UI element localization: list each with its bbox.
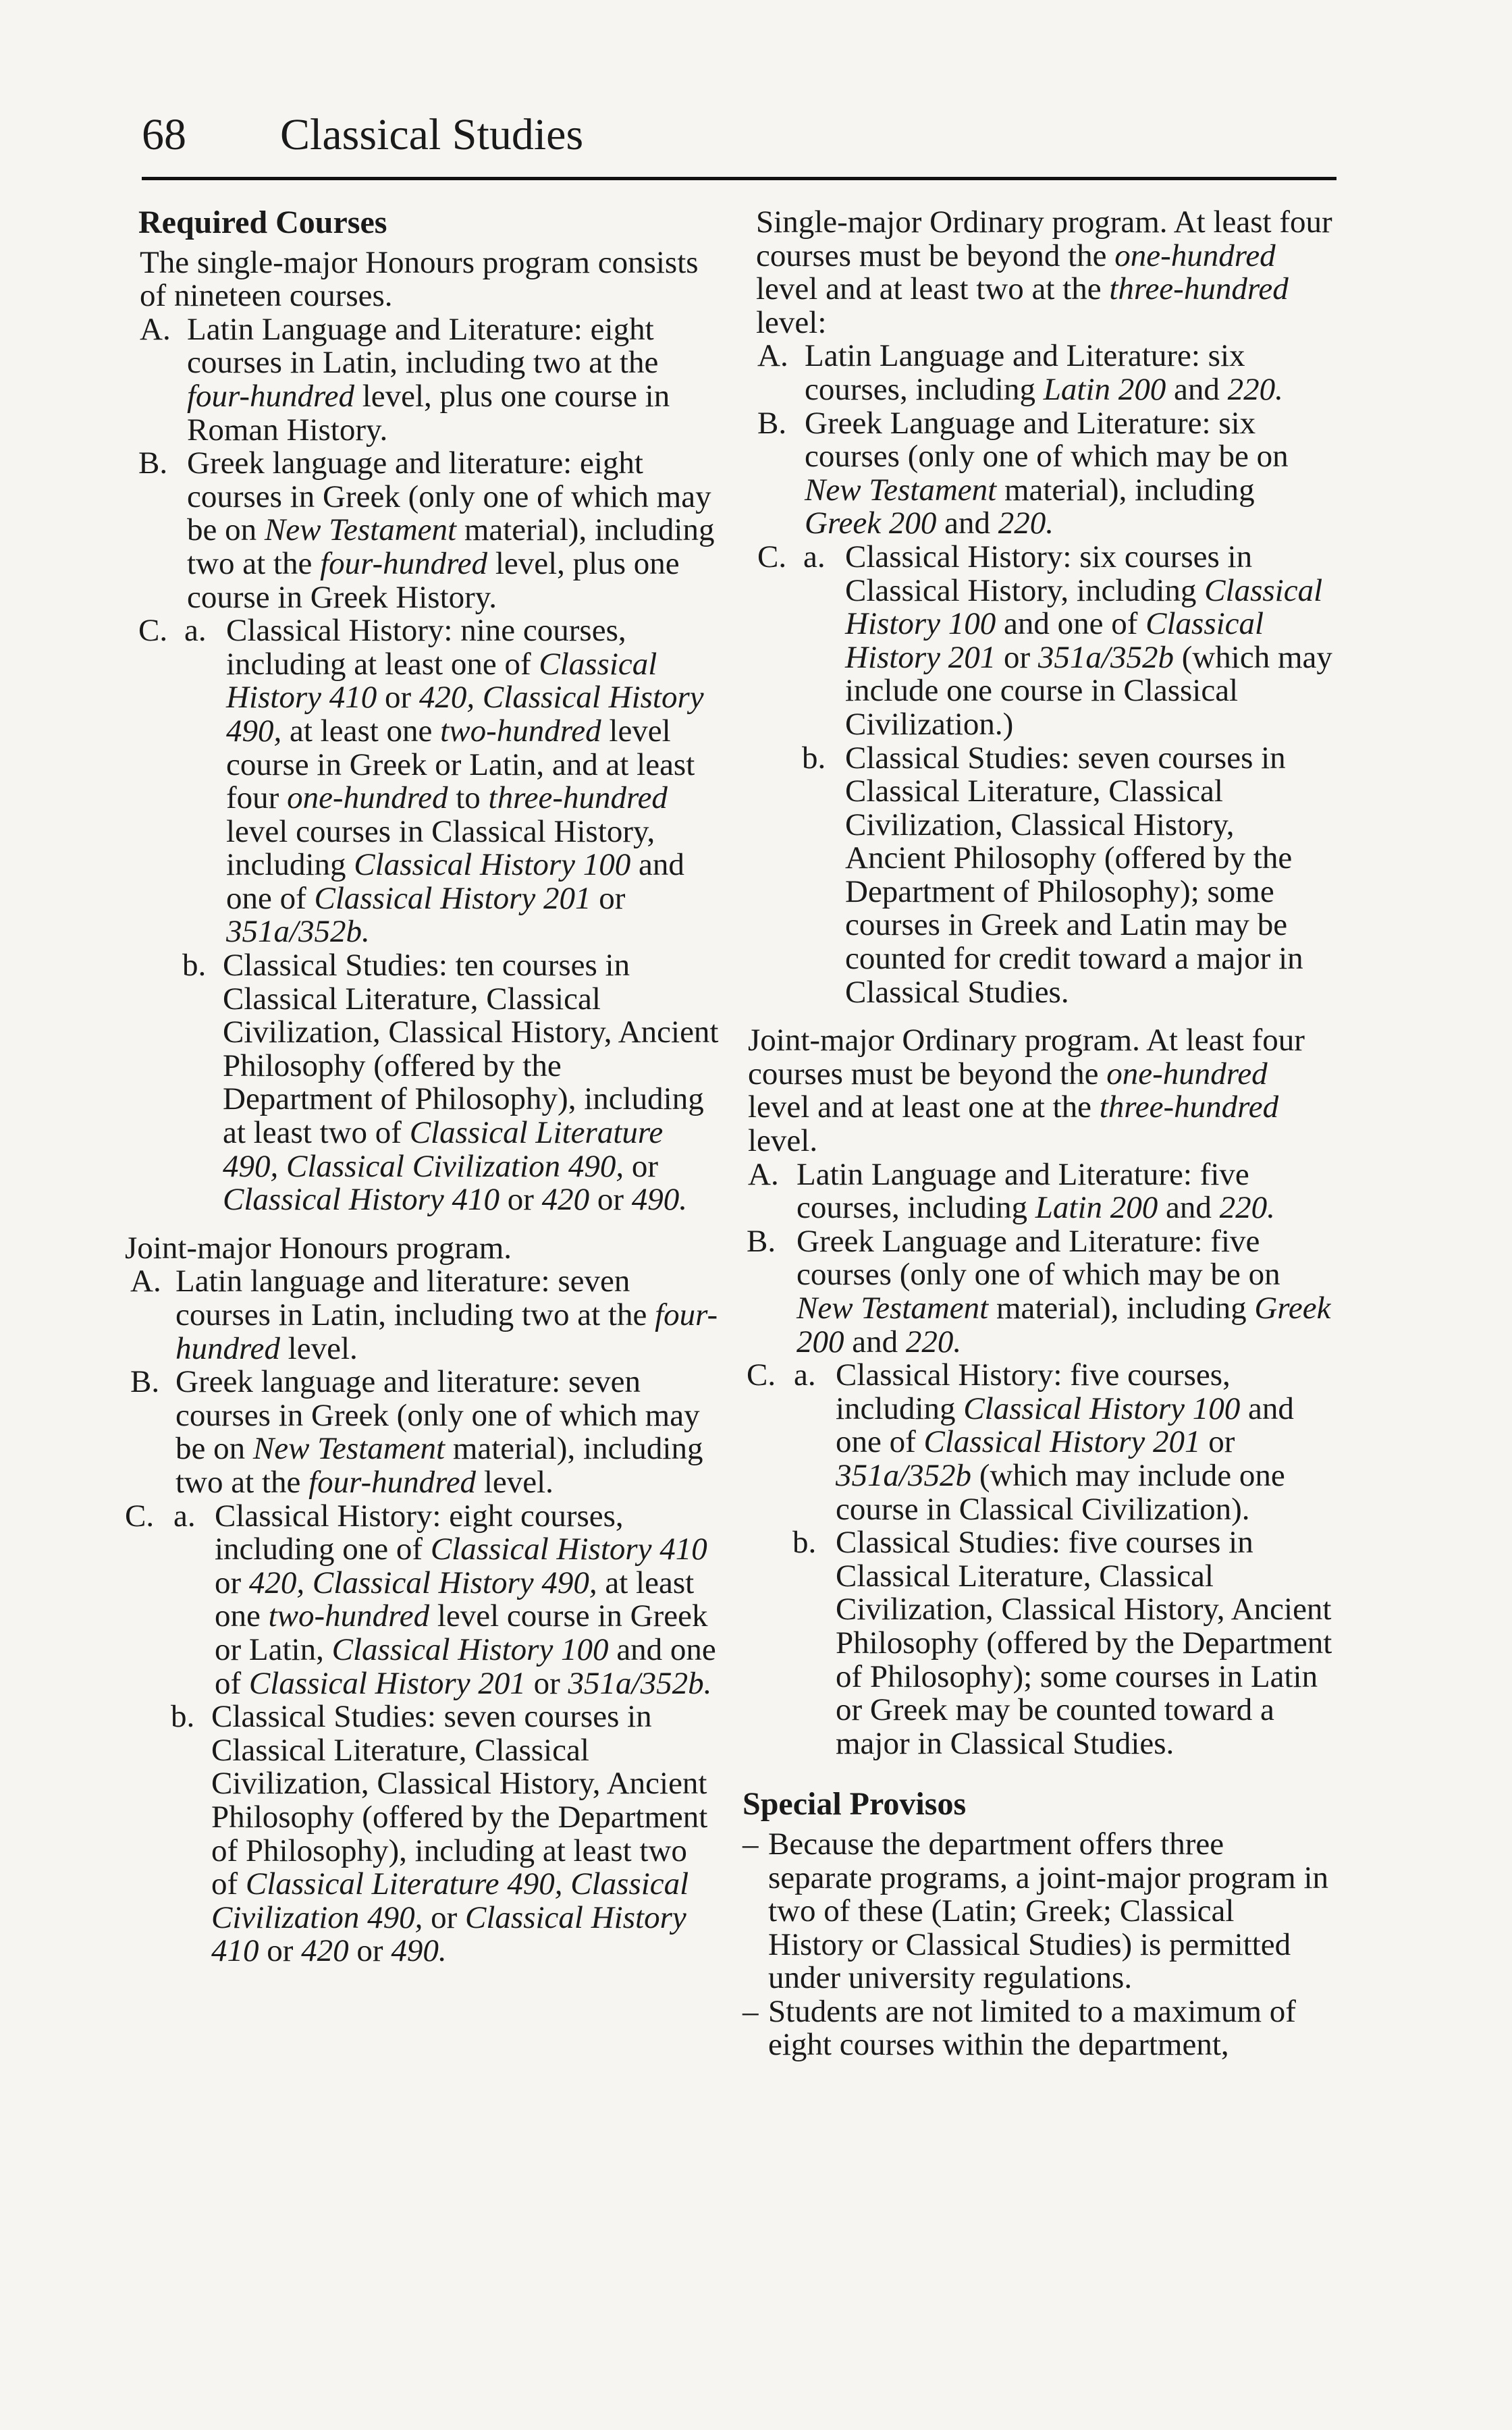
list-marker: A. — [757, 338, 788, 374]
single-ordinary-intro: Single-major Ordinary program. At least four courses must be beyond the one-hundred level and at least two at the three-hundred level: — [756, 205, 1332, 340]
list-marker: C. — [125, 1498, 155, 1534]
list-item-honours-a: A. Latin Language and Literature: eight courses in Latin, including two at the four-hundred level, plus one course in Roman History. — [140, 311, 670, 448]
honours-intro: The single-major Honours program consists of nineteen courses. — [140, 244, 699, 314]
list-marker: B. — [747, 1223, 776, 1259]
right-column — [742, 206, 1333, 2062]
list-item-joint-honours-c-b: b. Classical Studies: seven courses in Classical Literature, Classical Civilization, Classical History, Ancient Philosophy (offered by the Department of Philosophy), including at least two of Classical Literature 490, Classical Civilization 490, or Classical History 410 or 420 or 490. — [171, 1699, 708, 1969]
list-marker: – — [742, 1826, 759, 1862]
list-item-joint-ordinary-c-b: b. Classical Studies: five courses in Classical Literature, Classical Civilization, Classical History, Ancient Philosophy (offered by the Department of Philosophy); some courses in Latin or Greek may be counted toward a major in Classical Studies. — [792, 1525, 1332, 1761]
list-item-ordinary-b: B. Greek Language and Literature: six courses (only one of which may be on New Testament material), including Greek 200 and 220. — [757, 405, 1289, 541]
list-item-joint-ordinary-a: A. Latin Language and Literature: five courses, including Latin 200 and 220. — [748, 1156, 1275, 1226]
list-marker: C. — [138, 613, 168, 649]
list-item-honours-c-a: C. a. Classical History: nine courses, including at least one of Classical History 410 or 420, Classical History 490, at least one two-hundred level course in Greek or Latin, and at least four one-hundred to three-hundred level courses in Classical History, including Classical History 100 and one of Classical History 201 or 351a/352b. — [138, 613, 704, 950]
list-marker: – — [742, 1993, 759, 2029]
list-marker: B. — [138, 446, 168, 481]
list-marker: A. — [130, 1264, 161, 1299]
list-marker: b. — [182, 948, 207, 983]
list-marker: B. — [130, 1364, 160, 1400]
list-marker: a. — [173, 1498, 196, 1534]
left-column — [125, 206, 719, 1968]
joint-honours-intro: Joint-major Honours program. — [125, 1230, 512, 1266]
list-marker: A. — [748, 1156, 779, 1192]
list-marker: b. — [802, 740, 826, 776]
joint-ordinary-intro: Joint-major Ordinary program. At least four courses must be beyond the one-hundred level and at least one at the three-hundred level. — [748, 1023, 1305, 1159]
section-heading-special-provisos: Special Provisos — [742, 1786, 967, 1823]
list-item-ordinary-a: A. Latin Language and Literature: six courses, including Latin 200 and 220. — [757, 338, 1283, 407]
list-item-joint-honours-a: A. Latin language and literature: seven courses in Latin, including two at the four-hundred level. — [130, 1264, 718, 1366]
proviso-item-2: – Students are not limited to a maximum of eight courses within the department, — [742, 1993, 1296, 2063]
list-marker: a. — [803, 539, 826, 574]
page-title: Classical Studies — [280, 110, 584, 159]
list-item-ordinary-c-a: C. a. Classical History: six courses in Classical History, including Classical History 100 and one of Classical History 201 or 351a/352b (which may include one course in Classical Civilization.) — [757, 539, 1332, 742]
list-marker: a. — [184, 613, 207, 649]
list-marker: b. — [171, 1699, 195, 1735]
list-item-joint-ordinary-c-a: C. a. Classical History: five courses, including Classical History 100 and one of Classical History 201 or 351a/352b (which may include one course in Classical Civilization). — [747, 1357, 1294, 1527]
list-item-honours-c-b: b. Classical Studies: ten courses in Classical Literature, Classical Civilization, Classical History, Ancient Philosophy (offered by the Department of Philosophy), including at least two of Classical Literature 490, Classical Civilization 490, or Classical History 410 or 420 or 490. — [182, 948, 719, 1218]
list-item-honours-b: B. Greek language and literature: eight courses in Greek (only one of which may be on New Testament material), including two at the four-hundred level, plus one course in Greek History. — [138, 446, 715, 615]
header-rule — [142, 177, 1336, 180]
list-marker: A. — [140, 311, 171, 347]
list-marker: a. — [794, 1357, 816, 1393]
proviso-item-1: – Because the department offers three separate programs, a joint-major program in two of these (Latin; Greek; Classical History or Classical Studies) is permitted under university regulations. — [742, 1826, 1329, 1996]
section-heading-required-courses: Required Courses — [138, 205, 387, 240]
list-marker: b. — [792, 1525, 817, 1561]
list-item-ordinary-c-b: b. Classical Studies: seven courses in Classical Literature, Classical Civilization, Classical History, Ancient Philosophy (offered by the Department of Philosophy); some courses in Greek and Latin may be counted for credit toward a major in Classical Studies. — [802, 740, 1303, 1010]
list-marker: B. — [757, 405, 787, 441]
list-marker: C. — [757, 539, 787, 574]
page-header — [142, 108, 1336, 179]
list-marker: C. — [747, 1357, 776, 1393]
list-item-joint-honours-b: B. Greek language and literature: seven courses in Greek (only one of which may be on New Testament material), including two at the four-hundred level. — [130, 1364, 703, 1500]
list-item-joint-ordinary-b: B. Greek Language and Literature: five courses (only one of which may be on New Testament material), including Greek 200 and 220. — [747, 1223, 1331, 1359]
list-item-joint-honours-c-a: C. a. Classical History: eight courses, including one of Classical History 410 or 420, Classical History 490, at least one two-hundred level course in Greek or Latin, Classical History 100 and one of Classical History 201 or 351a/352b. — [125, 1498, 716, 1701]
page-number: 68 — [142, 110, 186, 159]
